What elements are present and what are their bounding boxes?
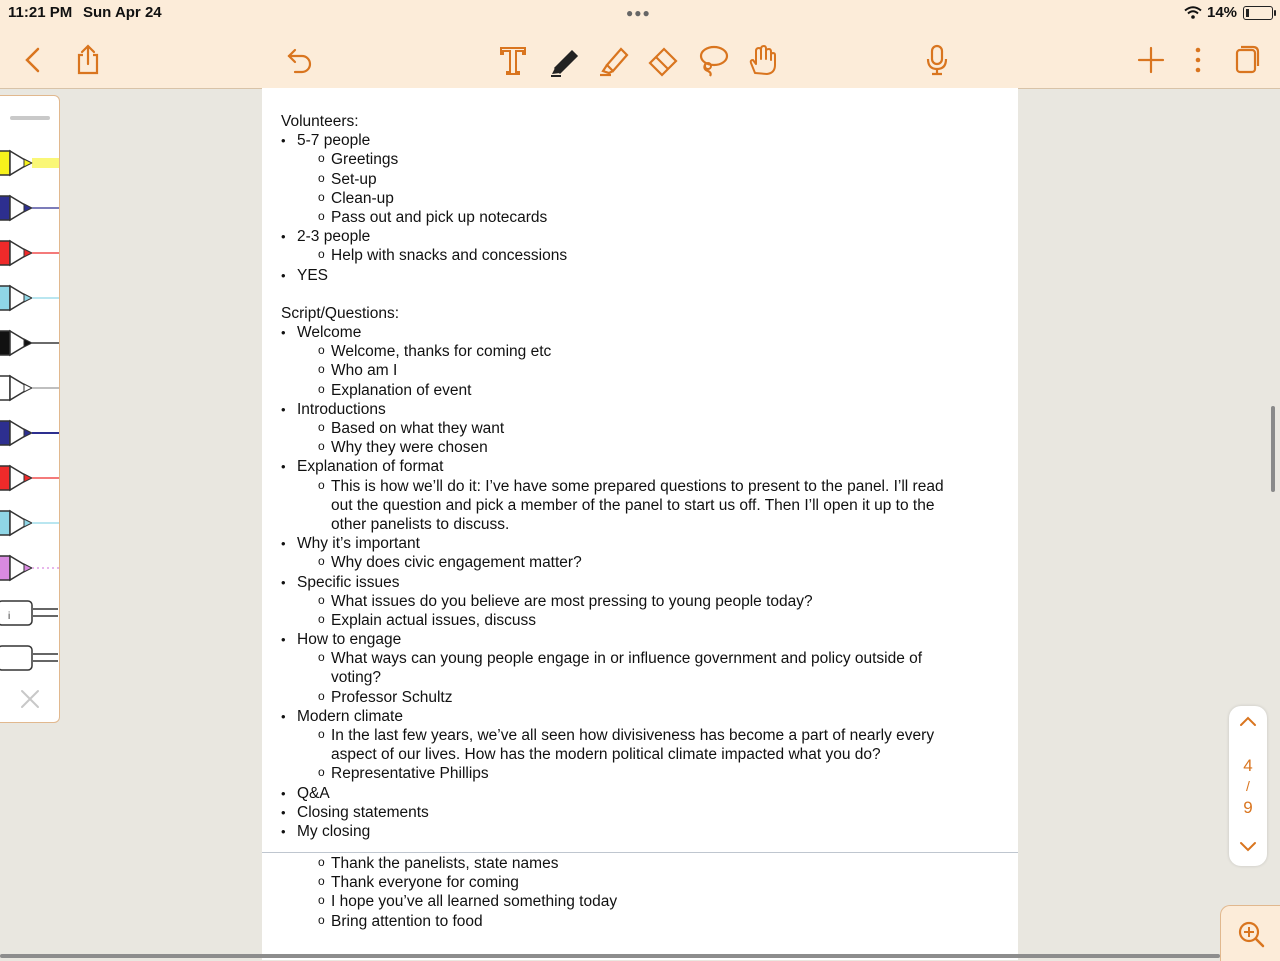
document-page[interactable] [262,88,1018,960]
total-page-count: 9 [1243,798,1253,817]
bullet-item: • Specific issues [281,573,1001,592]
current-page-number[interactable]: 4 [1243,756,1253,775]
continuation-line: voting? [331,669,381,687]
sub-bullet-item: o Explanation of event [281,381,1001,400]
section-heading: Volunteers: [281,113,359,130]
status-date: Sun Apr 24 [83,4,162,21]
bullet-item: • 2-3 people [281,227,1001,246]
palette-pen-6[interactable] [0,373,59,403]
sub-bullet-item: o Who am I [281,361,1001,380]
undo-icon[interactable] [282,40,318,80]
home-indicator[interactable] [0,954,1220,958]
next-page-chevron-icon[interactable] [1239,840,1257,858]
bullet-item: • YES [281,266,1001,285]
palette-pen-3[interactable] [0,238,59,268]
bullet-item: • Welcome [281,323,1001,342]
palette-pen-12[interactable] [0,643,59,673]
eraser-icon[interactable] [645,40,681,80]
palette-pen-11[interactable] [0,598,59,628]
notes-content [281,112,1001,841]
battery-percentage: 14% [1207,4,1238,21]
continuation-line: out the question and pick a member of the panel to start us off. Then I’ll open it up to the [331,496,935,514]
sub-bullet-item: o Clean-up [281,189,1001,208]
bullet-item: • My closing [281,822,1001,841]
sub-bullet-item: o Representative Phillips [281,764,1001,783]
blank-line [281,285,1001,304]
page-separator: / [1246,778,1250,794]
status-time: 11:21 PM [8,4,73,21]
sub-bullet-item: o Bring attention to food [281,912,1001,931]
bullet-item: • Closing statements [281,803,1001,822]
close-palette-icon[interactable] [17,686,43,712]
more-icon[interactable] [1180,40,1216,80]
sub-bullet-item: o Pass out and pick up notecards [281,208,1001,227]
battery-icon [1243,6,1273,20]
sub-bullet-item: o What issues do you believe are most pressing to young people today? [281,592,1001,611]
zoom-button[interactable] [1220,905,1280,961]
pages-icon[interactable] [1228,40,1264,80]
sub-bullet-item: o Explain actual issues, discuss [281,611,1001,630]
continuation-line: aspect of our lives. How has the modern political climate impacted what you do? [331,746,881,764]
pen-tool-icon[interactable] [546,40,582,80]
wifi-icon [1184,6,1202,24]
highlighter-icon[interactable] [596,40,632,80]
section-heading: Script/Questions: [281,304,400,322]
zoom-in-icon [1237,920,1265,948]
sub-bullet-item: o Based on what they want [281,419,1001,438]
sub-bullet-item: o Thank the panelists, state names [281,854,1001,873]
previous-page-chevron-icon[interactable] [1239,714,1257,732]
palette-pen-9[interactable] [0,508,59,538]
next-page-notes [281,854,1001,931]
sub-bullet-item: o Help with snacks and concessions [281,246,1001,265]
text-tool-icon[interactable] [495,40,531,80]
sub-bullet-item: o In the last few years, we’ve all seen how divisiveness has become a part of nearly every [281,726,1001,745]
sub-bullet-item: o What ways can young people engage in or influence government and policy outside of [281,649,1001,668]
sub-bullet-item: o Why they were chosen [281,438,1001,457]
page-break [262,852,1018,853]
page-navigator [1229,706,1267,866]
continuation-line: other panelists to discuss. [331,515,510,533]
back-chevron-icon[interactable] [15,40,51,80]
palette-pen-10[interactable] [0,553,59,583]
microphone-icon[interactable] [919,40,955,80]
palette-pen-2[interactable] [0,193,59,223]
bullet-item: • Q&A [281,784,1001,803]
lasso-icon[interactable] [695,40,731,80]
sub-bullet-item: o Why does civic engagement matter? [281,553,1001,572]
top-bar [0,0,1280,89]
bullet-item: • Explanation of format [281,457,1001,476]
sub-bullet-item: o Thank everyone for coming [281,873,1001,892]
palette-pen-7[interactable] [0,418,59,448]
bullet-item: • 5-7 people [281,131,1001,150]
sub-bullet-item: o Set-up [281,170,1001,189]
bullet-item: • Modern climate [281,707,1001,726]
sub-bullet-item: o I hope you’ve all learned something today [281,892,1001,911]
sub-bullet-item: o This is how we’ll do it: I’ve have some prepared questions to present to the panel. I’ll read [281,477,1001,496]
hand-gesture-icon[interactable] [744,40,780,80]
bullet-item: • How to engage [281,630,1001,649]
sub-bullet-item: o Professor Schultz [281,688,1001,707]
scrollbar[interactable] [1271,406,1275,492]
status-bar [0,0,1280,28]
palette-pen-5[interactable] [0,328,59,358]
pen-palette [0,95,60,723]
share-icon[interactable] [70,40,106,80]
palette-drag-handle[interactable] [10,116,50,120]
palette-pen-4[interactable] [0,283,59,313]
palette-pen-1[interactable] [0,148,59,178]
add-icon[interactable] [1133,40,1169,80]
multitasking-dots-icon[interactable]: ●●● [626,6,651,20]
bullet-item: • Why it’s important [281,534,1001,553]
sub-bullet-item: o Greetings [281,150,1001,169]
sub-bullet-item: o Welcome, thanks for coming etc [281,342,1001,361]
bullet-item: • Introductions [281,400,1001,419]
svg-text:i: i [8,611,11,622]
palette-pen-8[interactable] [0,463,59,493]
